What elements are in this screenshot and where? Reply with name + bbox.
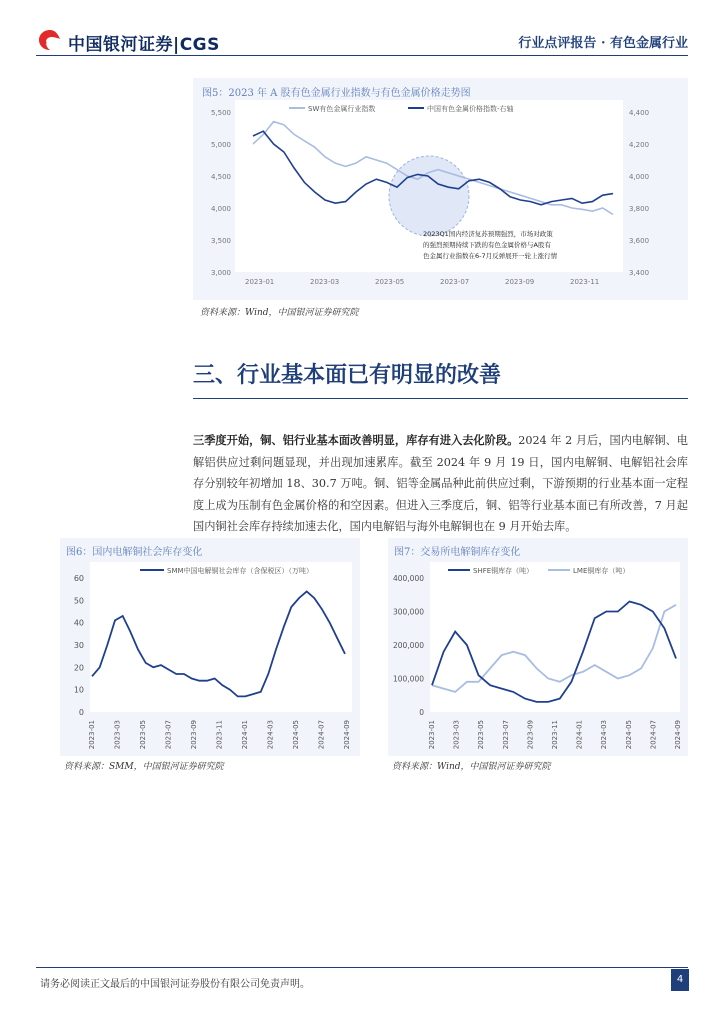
y-tick-label: 20 [73, 663, 84, 673]
y-tick-label: 30 [73, 641, 84, 650]
plot-area [430, 562, 680, 712]
header-divider [36, 55, 688, 56]
footer-divider [36, 967, 688, 968]
y-tick-label: 60 [73, 574, 84, 583]
cgs-logo-icon [38, 29, 62, 51]
x-tick-label: 2024-09 [343, 720, 351, 750]
body-paragraph [193, 430, 688, 538]
x-tick-label: 2023-09 [505, 278, 535, 286]
brand-name: 中国银河证券|CGS [68, 35, 220, 55]
y-right-tick-label: 4,400 [629, 109, 650, 117]
y-tick-label: 50 [73, 596, 84, 606]
y-left-tick-label: 4,000 [210, 205, 231, 213]
figure-7-source: 资料来源：Wind，中国银河证券研究院 [392, 762, 551, 772]
x-tick-label: 2024-03 [266, 720, 275, 750]
x-tick-label: 2023-07 [440, 278, 470, 286]
x-tick-label: 2023-01 [428, 720, 436, 750]
y-right-tick-label: 3,800 [629, 205, 650, 213]
x-tick-label: 2023-03 [310, 278, 340, 286]
figure-5-title: 图5：2023 年 A 股有色金属行业指数与有色金属价格走势图 [202, 88, 471, 99]
y-tick-label: 40 [73, 618, 84, 628]
y-left-tick-label: 5,000 [210, 141, 231, 149]
report-type: 行业点评报告 · 有色金属行业 [518, 36, 688, 51]
legend-lme-label: LME铜库存（吨） [573, 567, 630, 575]
y-right-tick-label: 4,200 [629, 141, 650, 149]
figure-6-source: 资料来源：SMM，中国银河证券研究院 [64, 762, 224, 772]
y-left-tick-label: 3,000 [210, 269, 231, 277]
y-tick-label: 0 [78, 708, 84, 717]
legend-shfe-label: SHFE铜库存（吨） [473, 567, 534, 575]
figure-6-title: 图6：国内电解铜社会库存变化 [66, 547, 203, 558]
figure-7-title: 图7：交易所电解铜库存变化 [394, 547, 521, 558]
x-tick-label: 2024-01 [241, 720, 249, 750]
x-tick-label: 2023-05 [375, 278, 405, 286]
y-right-tick-label: 3,600 [629, 237, 650, 245]
annotation-line-2: 的强烈预期持续下跌的有色金属价格与A股有 [423, 241, 551, 249]
x-tick-label: 2024-01 [575, 720, 584, 750]
x-tick-label: 2023-09 [526, 720, 535, 750]
legend-sw-label: SW有色金属行业指数 [308, 105, 376, 113]
x-tick-label: 2023-11 [551, 720, 559, 750]
highlight-ellipse [389, 156, 469, 236]
x-tick-label: 2023-03 [113, 720, 122, 750]
paragraph-body: 2024 年 2 月后，国内电解铜、电解铝供应过剩问题显现，并出现加速累库。截至 2024 年 9 月 19 日，国内电解铜、电解铝社会库存分别较年初增加 18、30.7 万吨。铜、铝等金属品种此前供应过剩，下游预期的行业基本面一定程度上成为压制有色金属价格的和空因素。但进入三季度后，铜、铝等行业基本面已有所改善，7 月起国内铜社会库存持续加速去化，国内电解铝与海外电解铜也在 9 月开始去库。 [193, 434, 688, 534]
x-tick-label: 2024-03 [600, 720, 609, 750]
y-tick-label: 400,000 [392, 574, 424, 583]
section-title: 三、行业基本面已有明显的改善 [193, 362, 502, 388]
x-tick-label: 2023-11 [215, 720, 224, 750]
footer-disclaimer: 请务必阅读正文最后的中国银河证券股份有限公司免责声明。 [40, 979, 310, 990]
page-number: 4 [671, 969, 689, 991]
x-tick-label: 2024-07 [317, 720, 326, 750]
legend-price-label: 中国有色金属价格指数-右轴 [427, 105, 514, 113]
y-tick-label: 300,000 [392, 607, 424, 617]
x-tick-label: 2024-05 [624, 720, 633, 750]
legend-smm-label: SMM中国电解铜社会库存（含保税区）（万吨） [167, 567, 314, 575]
paragraph-lead: 三季度开始，铜、铝行业基本面改善明显，库存有进入去化阶段。 [193, 433, 519, 447]
x-tick-label: 2023-07 [501, 720, 510, 750]
annotation-line-3: 色金属行业指数在6-7月反弹展开一轮上涨行情 [423, 252, 558, 260]
y-left-tick-label: 4,500 [210, 173, 231, 181]
x-tick-label: 2023-09 [190, 720, 198, 750]
y-tick-label: 10 [73, 685, 84, 695]
figure-5-source: 资料来源：Wind，中国银河证券研究院 [200, 308, 359, 318]
y-right-tick-label: 4,000 [629, 173, 650, 181]
figure-6-chart [60, 558, 360, 758]
page-header [0, 0, 724, 60]
x-tick-label: 2024-07 [649, 720, 658, 750]
x-tick-label: 2024-09 [674, 720, 682, 750]
figure-7-chart [388, 558, 688, 758]
x-tick-label: 2023-07 [164, 720, 173, 750]
plot-area [90, 562, 352, 712]
x-tick-label: 2023-05 [139, 720, 147, 750]
y-right-tick-label: 3,400 [629, 269, 650, 277]
x-tick-label: 2023-05 [477, 720, 486, 750]
figure-5-chart [193, 98, 688, 298]
y-tick-label: 0 [419, 708, 424, 717]
section-divider [193, 398, 688, 399]
x-tick-label: 2023-01 [88, 720, 96, 750]
x-tick-label: 2023-11 [570, 278, 600, 286]
y-tick-label: 200,000 [392, 641, 424, 650]
y-tick-label: 100,000 [392, 674, 424, 684]
x-tick-label: 2024-05 [292, 720, 300, 750]
annotation-line-1: 2023Q1国内经济复苏预期强烈，市场对政策 [423, 230, 553, 238]
x-tick-label: 2023-03 [452, 720, 461, 750]
y-left-tick-label: 5,500 [210, 109, 231, 117]
x-tick-label: 2023-01 [245, 278, 275, 286]
y-left-tick-label: 3,500 [210, 237, 231, 245]
